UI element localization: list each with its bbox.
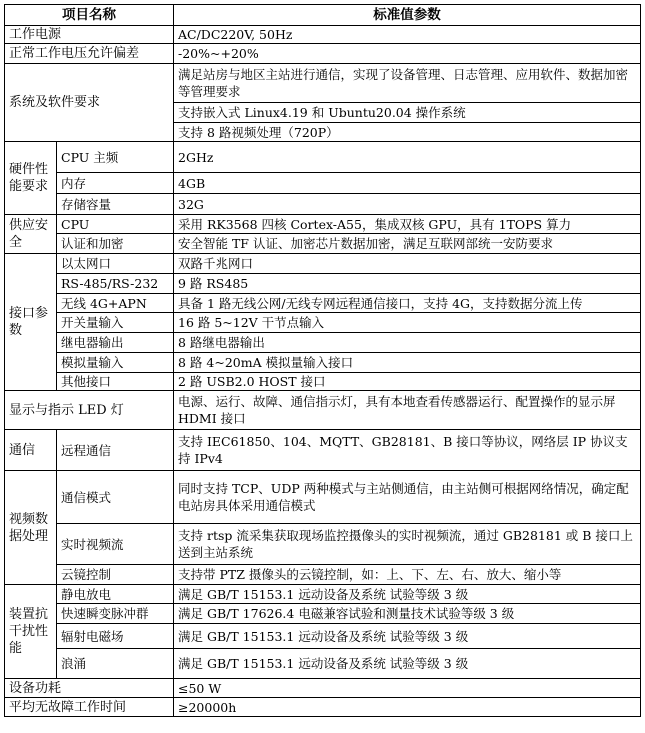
row-value-system-software-1: 满足站房与地区主站进行通信，实现了设备管理、日志管理、应用软件、数据加密等管理要求	[174, 64, 641, 103]
table-row	[5, 585, 641, 604]
row-value-realtime-video: 支持 rtsp 流采集获取现场监控摄像头的实时视频流，通过 GB28181 或 B 接口上送到主站系统	[174, 524, 641, 565]
row-value-memory: 4GB	[174, 173, 641, 194]
table-row	[5, 194, 641, 215]
row-label-storage: 存储容量	[57, 194, 174, 215]
row-value-switch-input: 16 路 5~12V 干节点输入	[174, 313, 641, 333]
table-row	[5, 294, 641, 313]
row-value-ptz-control: 支持带 PTZ 摄像头的云镜控制，如：上、下、左、右、放大、缩小等	[174, 565, 641, 585]
row-value-esd: 满足 GB/T 15153.1 远动设备及系统 试验等级 3 级	[174, 585, 641, 604]
row-value-surge: 满足 GB/T 15153.1 远动设备及系统 试验等级 3 级	[174, 649, 641, 679]
row-label-other-interfaces: 其他接口	[57, 373, 174, 391]
row-label-relay-output: 继电器输出	[57, 333, 174, 353]
group-label-communication: 通信	[5, 430, 57, 471]
row-label-mtbf: 平均无故障工作时间	[5, 698, 174, 717]
table-row	[5, 333, 641, 353]
row-value-rs485: 9 路 RS485	[174, 274, 641, 294]
table-row	[5, 44, 641, 64]
row-value-system-software-2: 支持嵌入式 Linux4.19 和 Ubuntu20.04 操作系统	[174, 103, 641, 123]
row-label-ptz-control: 云镜控制	[57, 565, 174, 585]
table-row	[5, 234, 641, 254]
row-value-power-supply: AC/DC220V, 50Hz	[174, 26, 641, 44]
row-label-eft: 快速瞬变脉冲群	[57, 604, 174, 624]
group-label-interfaces: 接口参数	[5, 254, 57, 391]
row-label-surge: 浪涌	[57, 649, 174, 679]
table-row	[5, 649, 641, 679]
table-row	[5, 430, 641, 471]
row-value-eft: 满足 GB/T 17626.4 电磁兼容试验和测量技术试验等级 3 级	[174, 604, 641, 624]
table-row	[5, 215, 641, 234]
row-value-cpu-frequency: 2GHz	[174, 142, 641, 173]
row-label-radiated-field: 辐射电磁场	[57, 624, 174, 649]
row-label-remote-communication: 远程通信	[57, 430, 174, 471]
table-row	[5, 565, 641, 585]
row-value-analog-input: 8 路 4~20mA 模拟量输入接口	[174, 353, 641, 373]
table-row	[5, 471, 641, 524]
table-row	[5, 679, 641, 698]
header-item-name: 项目名称	[5, 5, 174, 26]
row-value-other-interfaces: 2 路 USB2.0 HOST 接口	[174, 373, 641, 391]
table-row	[5, 698, 641, 717]
row-label-rs485: RS-485/RS-232	[57, 274, 174, 294]
row-label-voltage-tolerance: 正常工作电压允许偏差	[5, 44, 174, 64]
table-row	[5, 173, 641, 194]
table-row	[5, 353, 641, 373]
group-label-supply-security: 供应安全	[5, 215, 57, 254]
row-value-wireless: 具备 1 路无线公网/无线专网远程通信接口，支持 4G，支持数据分流上传	[174, 294, 641, 313]
row-value-display-led: 电源、运行、故障、通信指示灯，具有本地查看传感器运行、配置操作的显示屏 HDMI 接口	[174, 391, 641, 430]
row-value-radiated-field: 满足 GB/T 15153.1 远动设备及系统 试验等级 3 级	[174, 624, 641, 649]
table-row	[5, 254, 641, 274]
row-label-switch-input: 开关量输入	[57, 313, 174, 333]
row-label-realtime-video: 实时视频流	[57, 524, 174, 565]
spec-table-container	[4, 4, 641, 717]
row-label-wireless: 无线 4G+APN	[57, 294, 174, 313]
table-row	[5, 142, 641, 173]
row-value-mtbf: ≥20000h	[174, 698, 641, 717]
row-label-power-supply: 工作电源	[5, 26, 174, 44]
table-row	[5, 274, 641, 294]
row-label-cpu: CPU	[57, 215, 174, 234]
row-value-storage: 32G	[174, 194, 641, 215]
row-value-comm-mode: 同时支持 TCP、UDP 两种模式与主站侧通信，由主站侧可根据网络情况，确定配电站房具体采用通信模式	[174, 471, 641, 524]
group-label-video: 视频数据处理	[5, 471, 57, 585]
row-label-analog-input: 模拟量输入	[57, 353, 174, 373]
table-row	[5, 624, 641, 649]
spec-table	[4, 4, 641, 717]
row-value-auth-encryption: 安全智能 TF 认证、加密芯片数据加密，满足互联网部统一安防要求	[174, 234, 641, 254]
table-row	[5, 391, 641, 430]
table-row	[5, 524, 641, 565]
table-row	[5, 26, 641, 44]
row-label-comm-mode: 通信模式	[57, 471, 174, 524]
row-value-system-software-3: 支持 8 路视频处理（720P）	[174, 123, 641, 142]
group-label-hardware: 硬件性能要求	[5, 142, 57, 215]
row-value-power-consumption: ≤50 W	[174, 679, 641, 698]
row-value-cpu: 采用 RK3568 四核 Cortex-A55，集成双核 GPU，具有 1TOPS 算力	[174, 215, 641, 234]
row-label-esd: 静电放电	[57, 585, 174, 604]
row-label-system-software: 系统及软件要求	[5, 64, 174, 142]
row-value-relay-output: 8 路继电器输出	[174, 333, 641, 353]
row-label-power-consumption: 设备功耗	[5, 679, 174, 698]
table-header-row	[5, 5, 641, 26]
table-row	[5, 64, 641, 103]
row-label-auth-encryption: 认证和加密	[57, 234, 174, 254]
table-row	[5, 313, 641, 333]
row-value-voltage-tolerance: -20%~+20%	[174, 44, 641, 64]
table-row	[5, 373, 641, 391]
row-label-cpu-frequency: CPU 主频	[57, 142, 174, 173]
header-standard-value: 标准值参数	[174, 5, 641, 26]
row-value-remote-communication: 支持 IEC61850、104、MQTT、GB28181、B 接口等协议，网络层 IP 协议支持 IPv4	[174, 430, 641, 471]
table-row	[5, 604, 641, 624]
group-label-immunity: 装置抗干扰性能	[5, 585, 57, 679]
row-label-memory: 内存	[57, 173, 174, 194]
row-label-ethernet: 以太网口	[57, 254, 174, 274]
row-label-display-led: 显示与指示 LED 灯	[5, 391, 174, 430]
row-value-ethernet: 双路千兆网口	[174, 254, 641, 274]
